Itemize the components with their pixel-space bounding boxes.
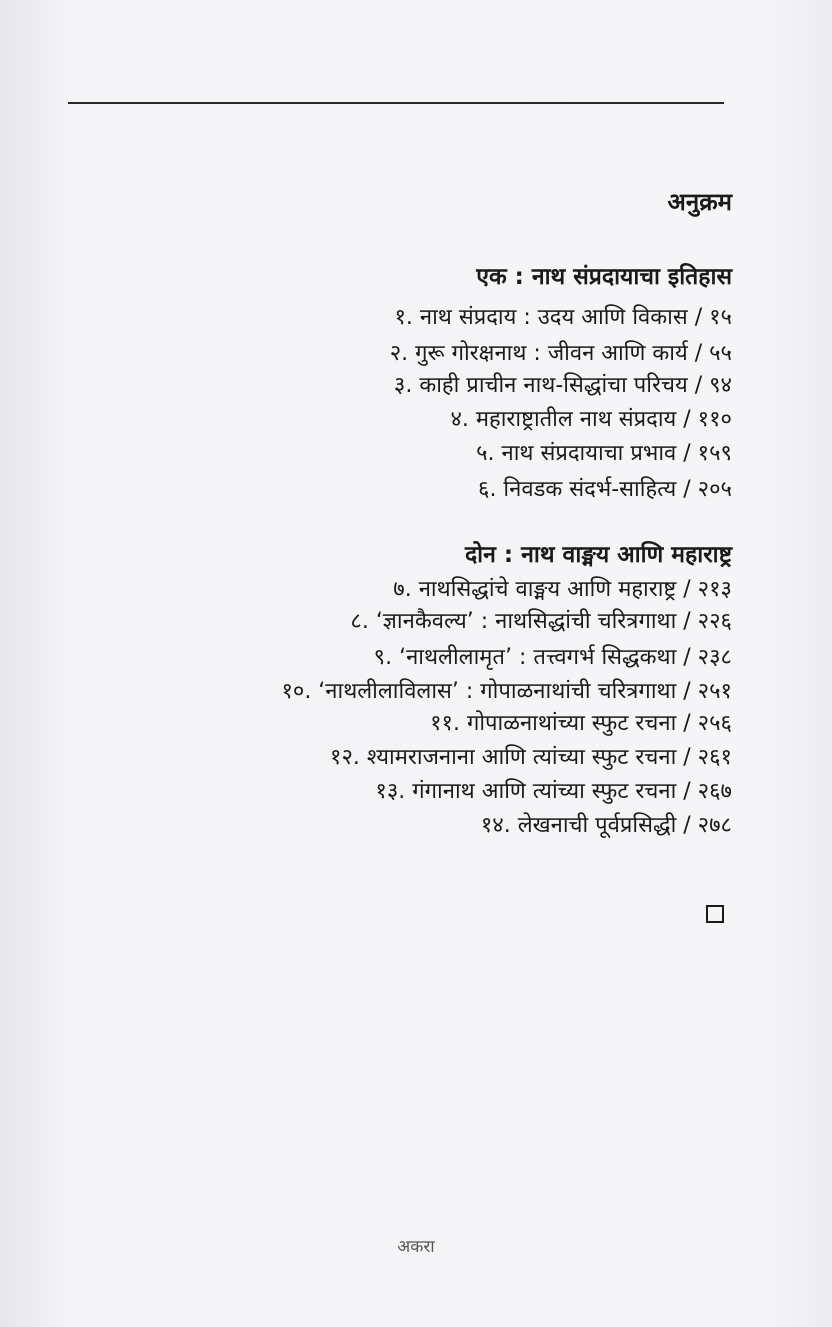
toc-entry: १०. ‘नाथलीलाविलास’ : गोपाळनाथांची चरित्रगाथा / २५१ <box>281 679 732 704</box>
toc-entry: ४. महाराष्ट्रातील नाथ संप्रदाय / ११० <box>450 407 732 432</box>
toc-entry: ९. ‘नाथलीलामृत’ : तत्त्वगर्भ सिद्धकथा / २३८ <box>373 645 732 670</box>
toc-entry: ३. काही प्राचीन नाथ-सिद्धांचा परिचय / ९४ <box>393 373 732 398</box>
page-footer: अकरा <box>397 1237 435 1257</box>
toc-entry: ११. गोपाळनाथांच्या स्फुट रचना / २५६ <box>430 711 732 736</box>
toc-entry: ६. निवडक संदर्भ-साहित्य / २०५ <box>478 477 732 502</box>
toc-entry: १. नाथ संप्रदाय : उदय आणि विकास / १५ <box>394 305 732 330</box>
top-rule <box>68 102 724 104</box>
toc-entry: ५. नाथ संप्रदायाचा प्रभाव / १५९ <box>476 441 732 466</box>
section-title-part-two: दोन : नाथ वाङ्मय आणि महाराष्ट्र <box>464 542 732 568</box>
toc-entry: ७. नाथसिद्धांचे वाङ्मय आणि महाराष्ट्र / २१३ <box>393 577 732 602</box>
toc-entry: २. गुरू गोरक्षनाथ : जीवन आणि कार्य / ५५ <box>389 341 732 366</box>
toc-entry: १२. श्यामराजनाना आणि त्यांच्या स्फुट रचना / २६१ <box>330 745 732 770</box>
contents-heading: अनुक्रम <box>667 188 732 216</box>
end-square-icon <box>706 905 724 923</box>
section-title-part-one: एक : नाथ संप्रदायाचा इतिहास <box>476 264 732 290</box>
toc-entry: ८. ‘ज्ञानकैवल्य’ : नाथसिद्धांची चरित्रगाथा / २२६ <box>350 609 732 634</box>
toc-entry: १३. गंगानाथ आणि त्यांच्या स्फुट रचना / २६७ <box>375 779 732 804</box>
toc-entry: १४. लेखनाची पूर्वप्रसिद्धी / २७८ <box>480 813 732 838</box>
